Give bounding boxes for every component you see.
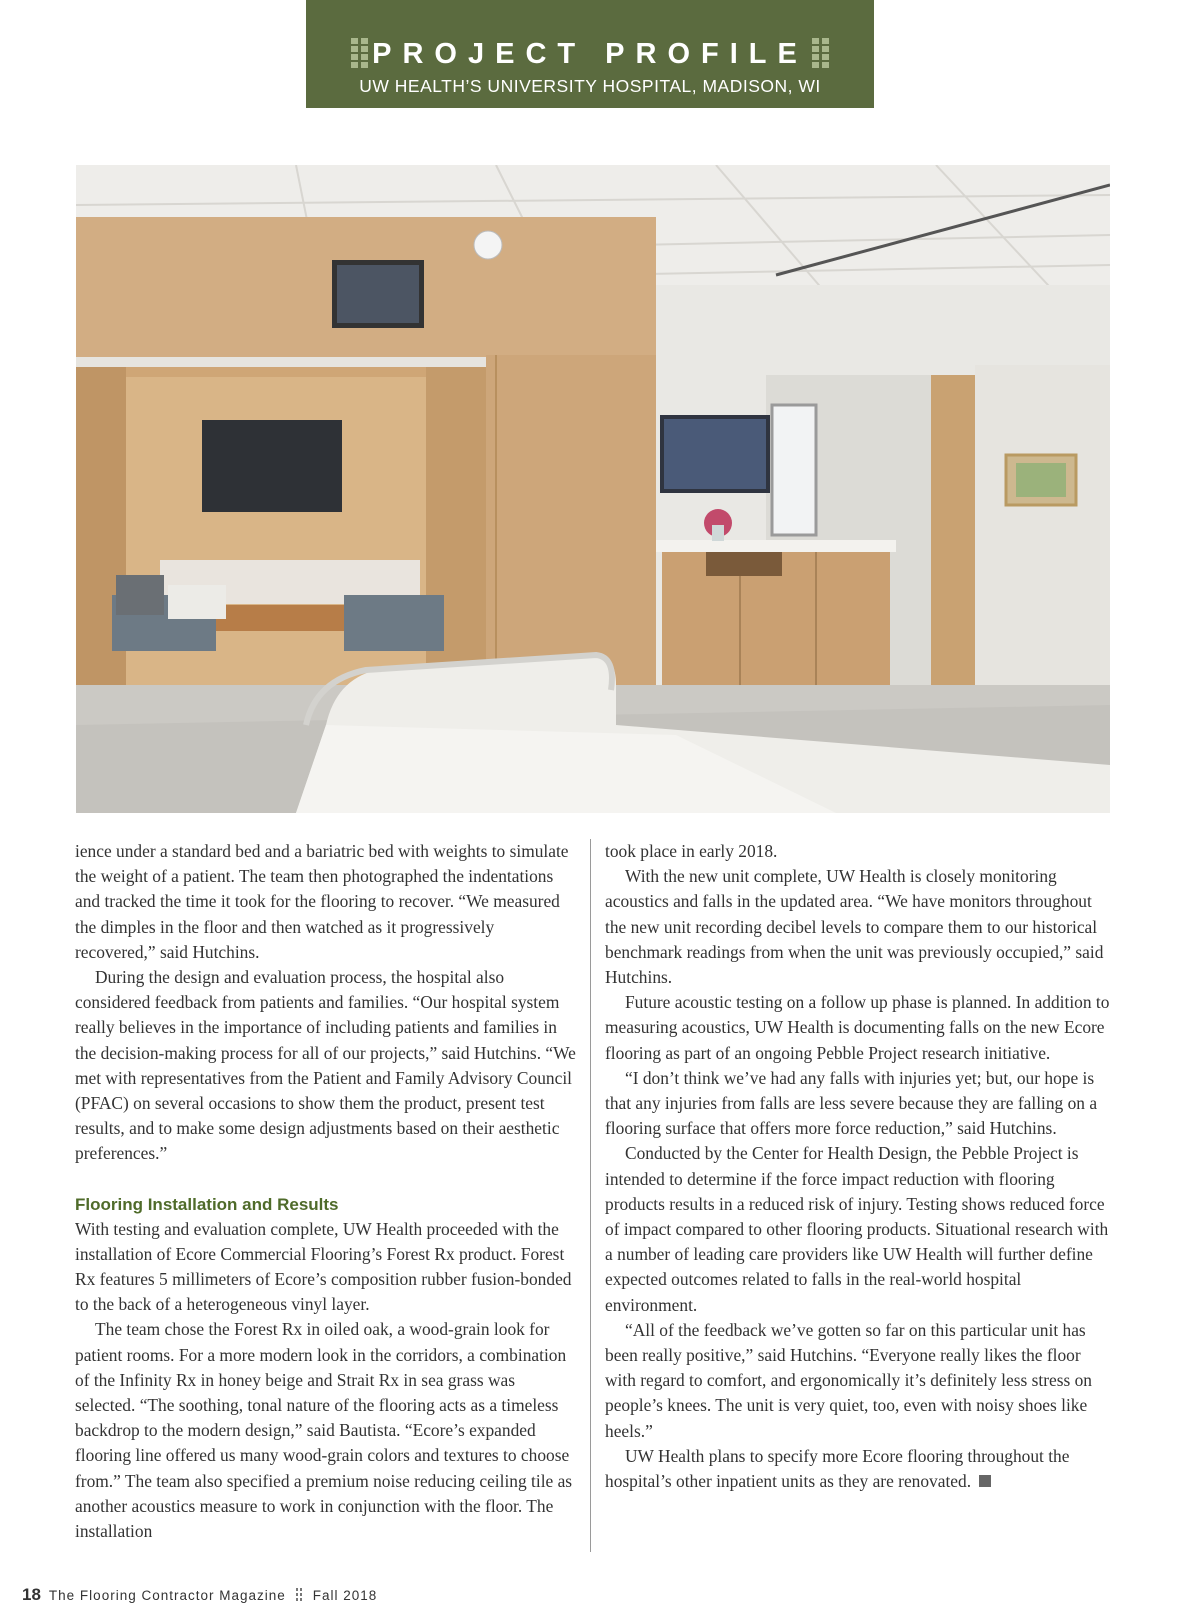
page-number: 18 (22, 1585, 41, 1604)
right-column (605, 839, 1113, 1494)
left-column (75, 839, 577, 1544)
section-subhead: Flooring Installation and Results (75, 1194, 339, 1214)
hospital-patient-room-photo (76, 165, 1110, 813)
body-paragraph: The team chose the Forest Rx in oiled oak, a wood-grain look for patient rooms. For a more modern look in the corridors, a combination of the Infinity Rx in honey beige and Strait Rx in sea grass was selected. “The soothing, tonal nature of the flooring acts as a timeless backdrop to the modern design,” said Bautista. “Ecore’s expanded flooring line offered us many wood-grain colors and textures to choose from.” The team also specified a premium noise reducing ceiling tile as another acoustics measure to work in conjunction with the floor. The installation (75, 1319, 573, 1542)
banner-subtitle: UW HEALTH’S UNIVERSITY HOSPITAL, MADISON, WI (359, 76, 821, 96)
page-footer (22, 1585, 377, 1605)
end-mark-icon (979, 1475, 991, 1487)
grid-icon (812, 38, 829, 68)
body-paragraph: With testing and evaluation complete, UW Health proceeded with the installation of Ecore Commercial Flooring’s Forest Rx product. Forest Rx features 5 millimeters of Ecore’s composition rubber fusion-bonded to the back of a heterogeneous vinyl layer. (75, 1218, 572, 1315)
body-paragraph-text: UW Health plans to specify more Ecore flooring throughout the hospital’s other inpatient units as they are renovated. (605, 1445, 1070, 1492)
grid-icon (351, 38, 368, 68)
column-divider (590, 839, 591, 1552)
body-paragraph: ience under a standard bed and a bariatric bed with weights to simulate the weight of a patient. The team then photographed the indentations and tracked the time it took for the flooring to recover. “We measured the dimples in the floor and then watched as it progressively recovered,” said Hutchins. (75, 841, 569, 962)
grid-icon (296, 1588, 303, 1601)
banner-title-row (306, 40, 874, 70)
publication-name: The Flooring Contractor Magazine (48, 1588, 286, 1603)
body-paragraph: During the design and evaluation process, the hospital also considered feedback from patients and families. “Our hospital system really believes in the importance of including patients and families in the decision-making process for all of our projects,” said Hutchins. “We met with representatives from the Patient and Family Advisory Council (PFAC) on several occasions to show them the product, present test results, and to make some design adjustments based on their aesthetic preferences.” (75, 967, 576, 1164)
body-paragraph: With the new unit complete, UW Health is closely monitoring acoustics and falls in the updated area. “We have monitors throughout the new unit recording decibel levels to compare them to our historical benchmark readings from when the unit was previously occupied,” said Hutchins. (605, 866, 1104, 988)
body-paragraph: “I don’t think we’ve had any falls with injuries yet; but, our hope is that any injuries from falls are less severe because they are falling on a flooring surface that offers more force reduction,” said Hutchins. (605, 1067, 1098, 1139)
body-paragraph: Future acoustic testing on a follow up phase is planned. In addition to measuring acoustics, UW Health is documenting falls on the new Ecore flooring as part of an ongoing Pebble Project research initiative. (605, 992, 1110, 1063)
body-paragraph-last (605, 1444, 1113, 1494)
issue-date: Fall 2018 (312, 1588, 378, 1603)
body-paragraph: took place in early 2018. (605, 841, 778, 861)
body-paragraph: “All of the feedback we’ve gotten so far on this particular unit has been really positive,” said Hutchins. “Everyone really likes the floor with regard to comfort, and ergonomically it’s definitely less stress on people’s knees. The unit is very quiet, too, even with noisy shoes like heels.” (605, 1319, 1092, 1441)
project-profile-banner (306, 0, 874, 108)
banner-title: PROJECT PROFILE (372, 38, 808, 70)
body-paragraph: Conducted by the Center for Health Design, the Pebble Project is intended to determine if the force impact reduction with flooring products results in a reduced risk of injury. Testing shows reduced force of impact compared to other flooring products. Situational research with a number of leading care providers like UW Health will further define expected outcomes related to falls in the real-world hospital environment. (605, 1143, 1109, 1315)
